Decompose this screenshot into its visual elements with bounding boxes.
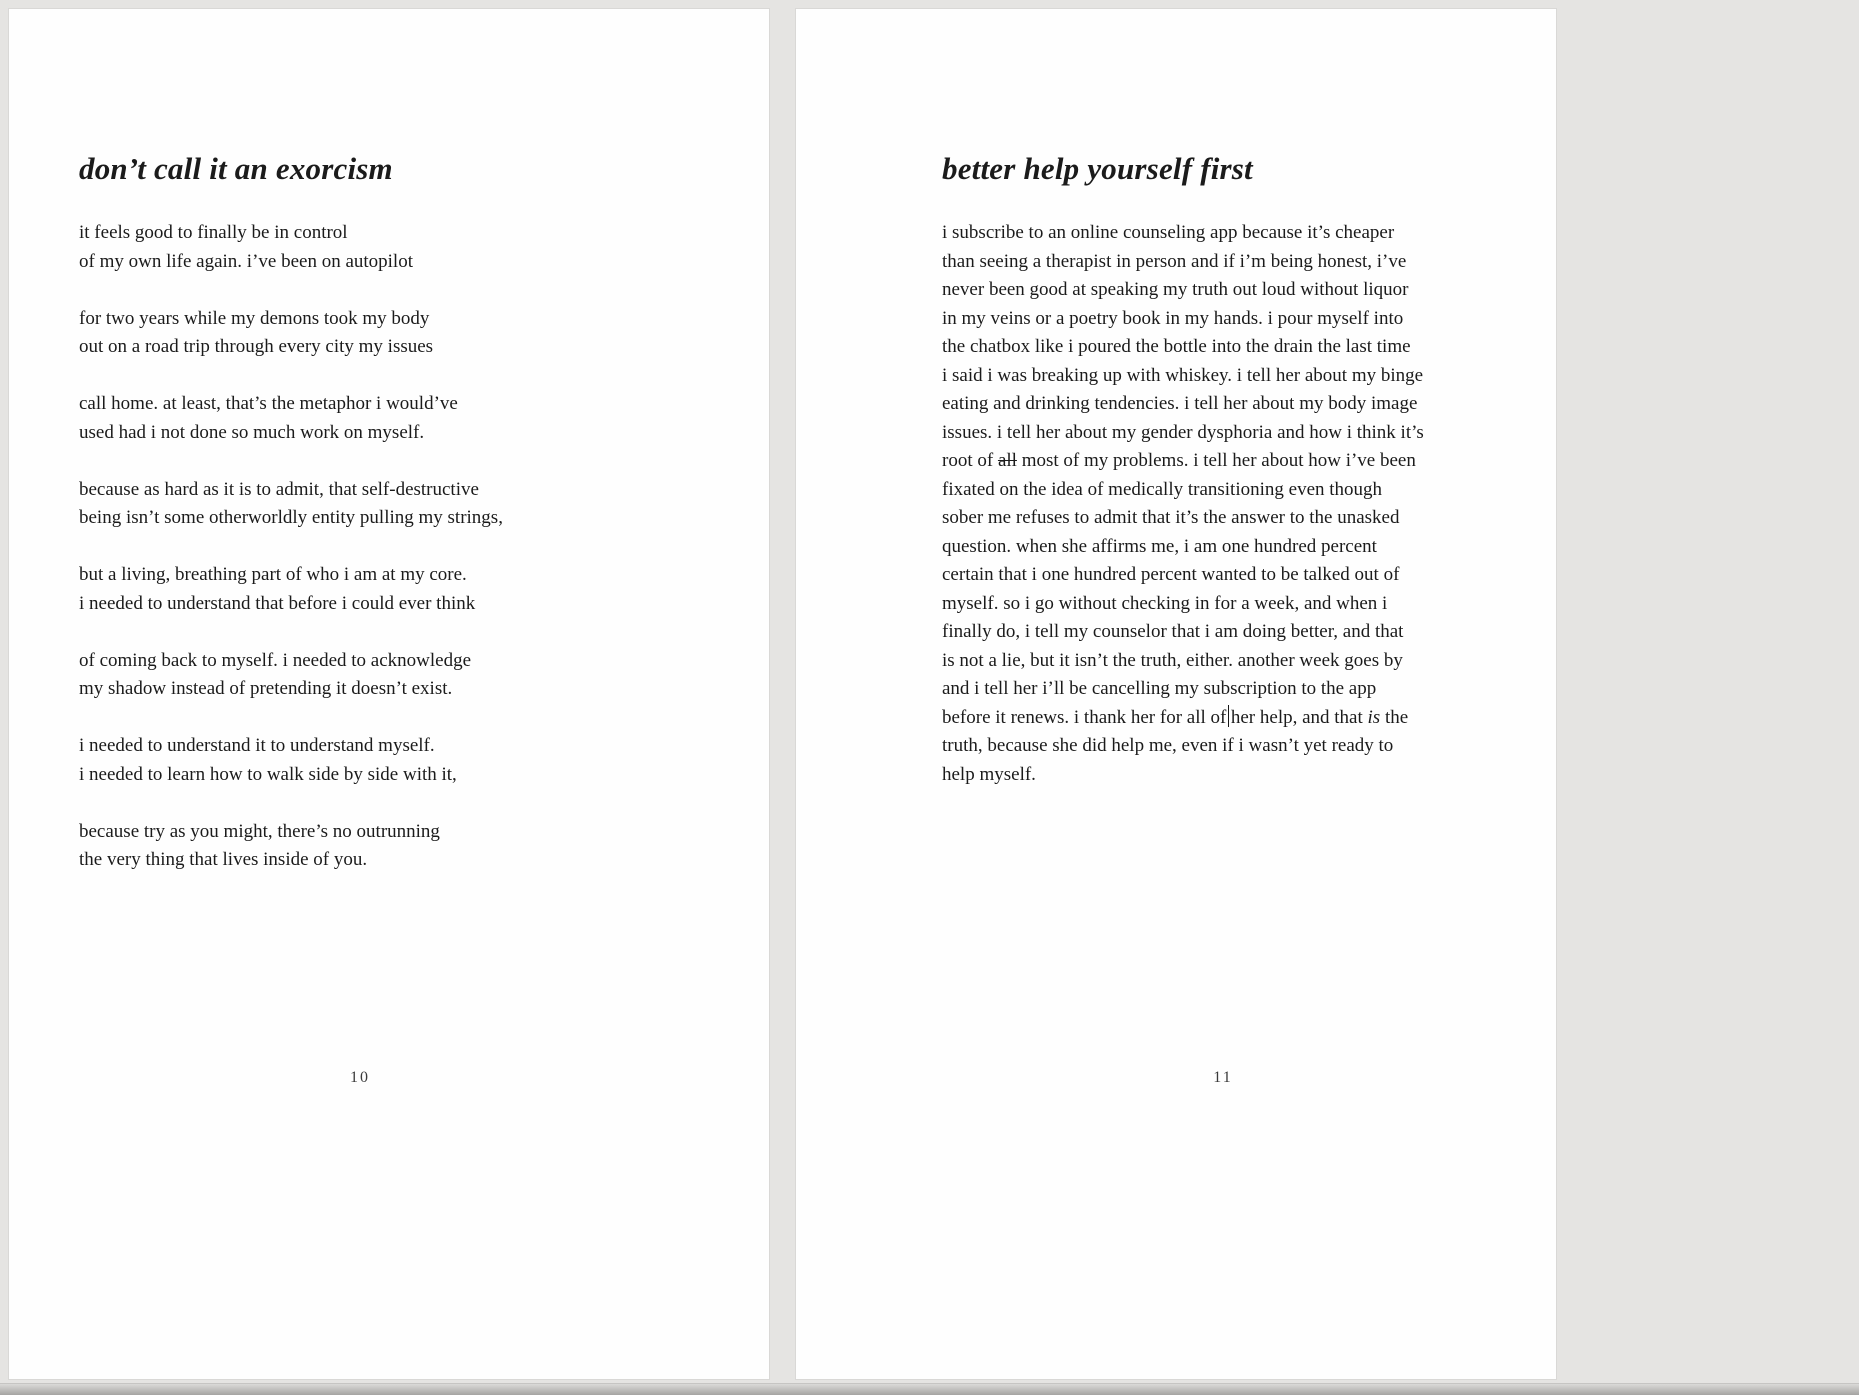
text-run: than seeing a therapist in person and if i’m being honest, i’ve <box>942 250 1407 272</box>
text-run: and i tell her i’ll be cancelling my subscription to the app <box>942 678 1377 699</box>
page-right[interactable] <box>795 8 1557 1380</box>
text-run: call home. at least, that’s the metaphor i would’ve <box>79 393 458 414</box>
text-run: issues. i tell her about my gender dysphoria and how i think it’s <box>942 421 1424 443</box>
text-run: never been good at speaking my truth out loud without liquor <box>942 279 1409 300</box>
text-run: myself. so i go without checking in for a week, and when i <box>942 592 1388 614</box>
poem-line[interactable] <box>79 675 641 704</box>
prose-line[interactable] <box>942 219 1504 248</box>
text-run: i needed to learn how to walk side by side with it, <box>79 763 457 785</box>
text-run: her help, and that <box>1230 706 1368 728</box>
prose-line[interactable] <box>942 333 1504 362</box>
text-run: i subscribe to an online counseling app because it’s cheaper <box>942 222 1395 243</box>
text-run: truth, because she did help me, even if i wasn’t yet ready to <box>942 735 1394 756</box>
poem-line[interactable] <box>79 390 641 419</box>
text-run: in my veins or a poetry book in my hands. i pour myself into <box>942 307 1404 329</box>
poem-stanza[interactable] <box>79 732 641 789</box>
poem-line[interactable] <box>79 248 641 277</box>
poem-line[interactable] <box>79 761 641 790</box>
poem-stanza[interactable] <box>79 476 641 533</box>
poem-line[interactable] <box>79 333 641 362</box>
prose-line[interactable] <box>942 561 1504 590</box>
prose-line[interactable] <box>942 305 1504 334</box>
poem-line[interactable] <box>79 818 641 847</box>
text-run: eating and drinking tendencies. i tell her about my body image <box>942 393 1418 414</box>
text-run: used had i not done so much work on myself. <box>79 421 425 443</box>
prose-line[interactable] <box>942 761 1504 790</box>
page-number-right: 11 <box>1213 1069 1233 1086</box>
text-run: help myself. <box>942 763 1036 785</box>
prose-line[interactable] <box>942 476 1504 505</box>
poem-stanza[interactable] <box>79 561 641 618</box>
text-run: finally do, i tell my counselor that i am doing better, and that <box>942 621 1404 642</box>
window-bottom-edge <box>0 1383 1859 1395</box>
prose-line[interactable] <box>942 390 1504 419</box>
poem-stanza[interactable] <box>79 219 641 276</box>
text-run: most of my problems. i tell her about how i’ve been <box>1016 450 1416 471</box>
text-run: i needed to understand it to understand myself. <box>79 735 435 756</box>
poem-line[interactable] <box>79 419 641 448</box>
text-run: i said i was breaking up with whiskey. i tell her about my binge <box>942 364 1424 386</box>
text-run: i needed to understand that before i could ever think <box>79 592 476 614</box>
text-run: but a living, breathing part of who i am at my core. <box>79 564 467 585</box>
poem-line[interactable] <box>79 647 641 676</box>
text-run: fixated on the idea of medically transitioning even though <box>942 478 1383 500</box>
text-run: it feels good to finally be in control <box>79 222 348 243</box>
poem-line[interactable] <box>79 846 641 875</box>
prose-line[interactable] <box>942 675 1504 704</box>
prose-line[interactable] <box>942 647 1504 676</box>
text-run: the chatbox like i poured the bottle into the drain the last time <box>942 336 1411 357</box>
text-cursor <box>1228 705 1230 727</box>
poem-stanza[interactable] <box>79 305 641 362</box>
text-run: for two years while my demons took my body <box>79 307 430 329</box>
text-run: out on a road trip through every city my issues <box>79 336 434 357</box>
left-text-block[interactable] <box>79 149 641 903</box>
italic-text: is <box>1367 706 1381 728</box>
poem-line[interactable] <box>79 732 641 761</box>
text-run: certain that i one hundred percent wanted to be talked out of <box>942 564 1400 585</box>
text-run: sober me refuses to admit that it’s the answer to the unasked <box>942 507 1400 528</box>
strike-text: all <box>997 450 1017 471</box>
prose-line[interactable] <box>942 732 1504 761</box>
page-number-left: 10 <box>350 1069 370 1086</box>
poem-title-left[interactable]: don’t call it an exorcism <box>79 151 393 186</box>
text-run: the <box>1380 706 1409 728</box>
text-run: is not a lie, but it isn’t the truth, either. another week goes by <box>942 649 1403 671</box>
poem-line[interactable] <box>79 219 641 248</box>
prose-line[interactable] <box>942 504 1504 533</box>
text-run: before it renews. i thank her for all of <box>942 706 1227 728</box>
prose-body[interactable] <box>942 219 1504 789</box>
text-run: question. when she affirms me, i am one hundred percent <box>942 535 1377 557</box>
poem-body[interactable] <box>79 219 641 875</box>
prose-line[interactable] <box>942 590 1504 619</box>
poem-line[interactable] <box>79 504 641 533</box>
poem-line[interactable] <box>79 476 641 505</box>
prose-line[interactable] <box>942 276 1504 305</box>
text-run: being isn’t some otherworldly entity pulling my strings, <box>79 507 503 528</box>
page-left[interactable] <box>8 8 770 1380</box>
text-run: of coming back to myself. i needed to acknowledge <box>79 649 472 671</box>
prose-line[interactable] <box>942 533 1504 562</box>
text-run: root of <box>942 450 998 471</box>
poem-line[interactable] <box>79 590 641 619</box>
poem-line[interactable] <box>79 561 641 590</box>
poem-title-right[interactable]: better help yourself first <box>942 151 1253 186</box>
prose-line[interactable] <box>942 362 1504 391</box>
prose-line[interactable] <box>942 419 1504 448</box>
text-run: the very thing that lives inside of you. <box>79 849 368 870</box>
prose-line[interactable] <box>942 704 1504 733</box>
text-run: because try as you might, there’s no outrunning <box>79 820 440 842</box>
poem-stanza[interactable] <box>79 390 641 447</box>
right-text-block[interactable] <box>942 149 1504 789</box>
poem-stanza[interactable] <box>79 647 641 704</box>
text-run: because as hard as it is to admit, that self-destructive <box>79 478 479 500</box>
poem-line[interactable] <box>79 305 641 334</box>
text-run: of my own life again. i’ve been on autopilot <box>79 250 413 272</box>
prose-line[interactable] <box>942 447 1504 476</box>
poem-stanza[interactable] <box>79 818 641 875</box>
text-run: my shadow instead of pretending it doesn’t exist. <box>79 678 453 699</box>
prose-line[interactable] <box>942 618 1504 647</box>
prose-line[interactable] <box>942 248 1504 277</box>
